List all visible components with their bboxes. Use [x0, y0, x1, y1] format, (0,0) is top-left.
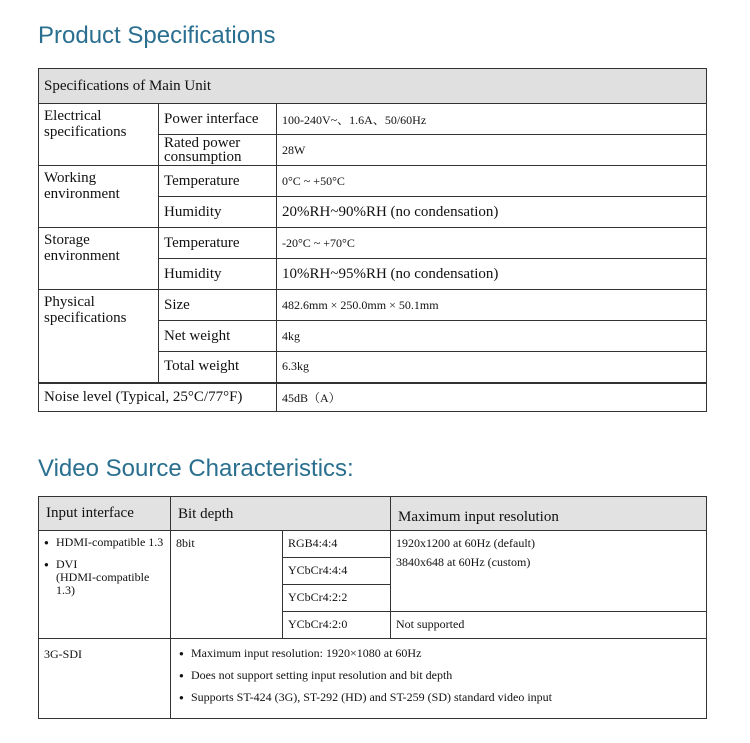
resolution-default: 1920x1200 at 60Hz (default) [396, 536, 535, 550]
page-title-product-specifications: Product Specifications [38, 22, 276, 49]
value-noise-level: 45dB（A） [277, 383, 707, 412]
value-total-weight: 6.3kg [277, 352, 707, 383]
label-rated-power: Rated power consumption [159, 135, 277, 166]
label-noise-level: Noise level (Typical, 25°C/77°F) [39, 383, 277, 412]
value-storage-temperature: -20°C ~ +70°C [277, 228, 707, 259]
cell-sdi-notes [171, 639, 707, 719]
value-rated-power: 28W [277, 135, 707, 166]
table-row [39, 228, 707, 259]
resolution-not-supported: Not supported [391, 612, 707, 639]
table-row [39, 531, 707, 558]
value-working-temperature: 0°C ~ +50°C [277, 166, 707, 197]
header-bit-depth: Bit depth [171, 497, 391, 531]
spec-table-header: Specifications of Main Unit [39, 69, 707, 104]
table-row [39, 290, 707, 321]
label-working-temperature: Temperature [159, 166, 277, 197]
category-working: Working environment [39, 166, 159, 228]
table-row [39, 383, 707, 412]
color-space-ycbcr420: YCbCr4:2:0 [283, 612, 391, 639]
cell-3g-sdi: 3G-SDI [39, 639, 171, 719]
cell-input-interfaces [39, 531, 171, 639]
label-storage-temperature: Temperature [159, 228, 277, 259]
header-max-resolution: Maximum input resolution [391, 497, 707, 531]
cell-bit-depth: 8bit [171, 531, 283, 639]
label-size: Size [159, 290, 277, 321]
table-row [39, 69, 707, 104]
video-source-table [38, 496, 707, 719]
color-space-ycbcr444: YCbCr4:4:4 [283, 558, 391, 585]
list-item: ● Supports ST-424 (3G), ST-292 (HD) and ST-259 (SD) standard video input [179, 691, 706, 704]
label-working-humidity: Humidity [159, 197, 277, 228]
list-item [44, 558, 170, 597]
table-row [39, 639, 707, 719]
table-row [39, 166, 707, 197]
dvi-note: (HDMI-compatible 1.3) [56, 570, 150, 597]
table-row [39, 497, 707, 531]
value-net-weight: 4kg [277, 321, 707, 352]
main-unit-spec-table [38, 68, 707, 412]
color-space-ycbcr422: YCbCr4:2:2 [283, 585, 391, 612]
value-size: 482.6mm × 250.0mm × 50.1mm [277, 290, 707, 321]
label-power-interface: Power interface [159, 104, 277, 135]
list-item: ● HDMI-compatible 1.3 [44, 536, 170, 549]
list-item: ● Does not support setting input resolution and bit depth [179, 669, 706, 682]
value-power-interface: 100-240V~、1.6A、50/60Hz [277, 104, 707, 135]
value-working-humidity: 20%RH~90%RH (no condensation) [277, 197, 707, 228]
section-title-video-source: Video Source Characteristics: [38, 455, 354, 482]
label-total-weight: Total weight [159, 352, 277, 383]
color-space-rgb444: RGB4:4:4 [283, 531, 391, 558]
dvi-label: DVI [56, 557, 78, 571]
category-electrical: Electrical specifications [39, 104, 159, 166]
cell-resolution [391, 531, 707, 612]
label-net-weight: Net weight [159, 321, 277, 352]
table-row [39, 104, 707, 135]
resolution-custom: 3840x648 at 60Hz (custom) [396, 555, 531, 569]
category-physical: Physical specifications [39, 290, 159, 383]
header-input-interface: Input interface [39, 497, 171, 531]
value-storage-humidity: 10%RH~95%RH (no condensation) [277, 259, 707, 290]
list-item: ● Maximum input resolution: 1920×1080 at 60Hz [179, 647, 706, 660]
label-storage-humidity: Humidity [159, 259, 277, 290]
category-storage: Storage environment [39, 228, 159, 290]
